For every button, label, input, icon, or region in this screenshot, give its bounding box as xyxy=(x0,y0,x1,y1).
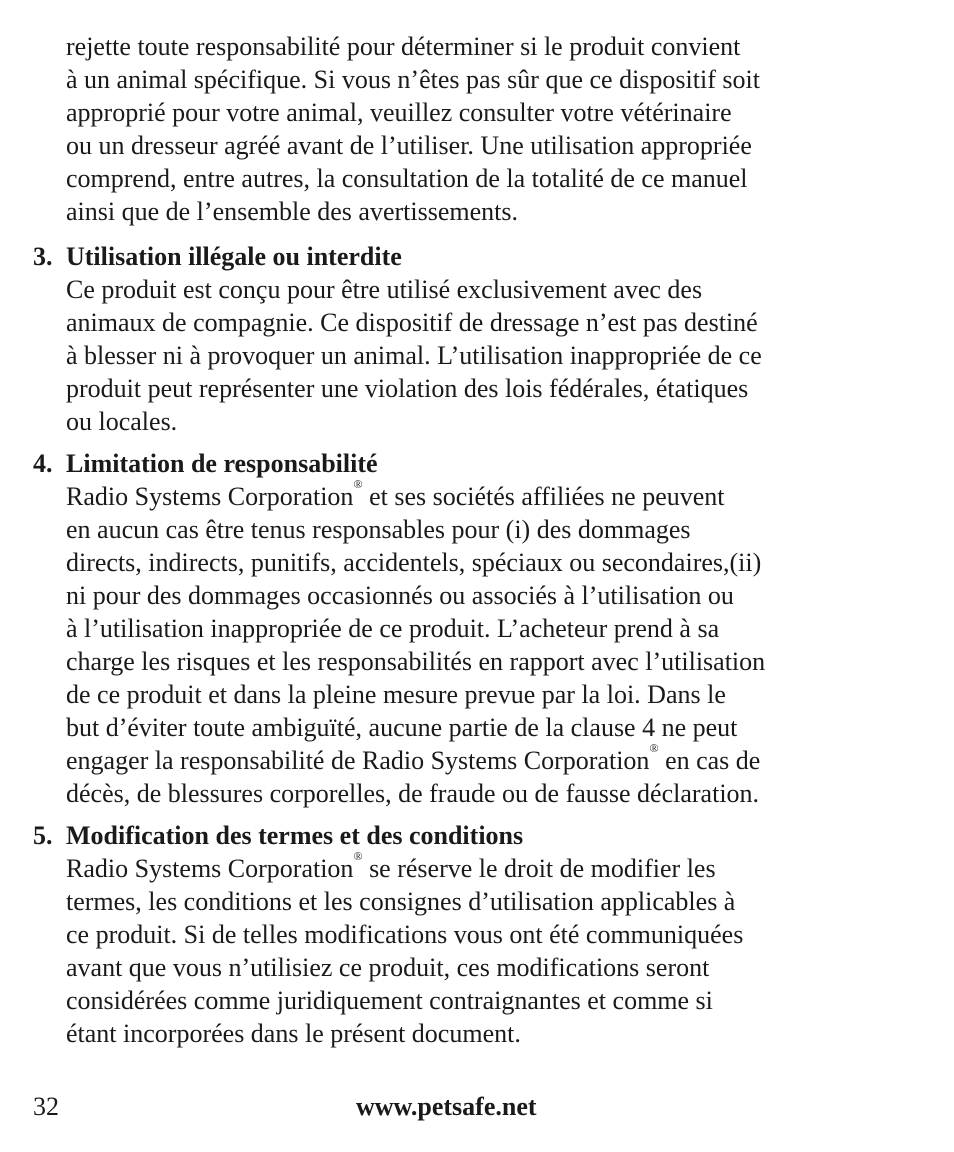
line-continuation: et ses sociétés affiliées ne peuvent xyxy=(362,482,725,511)
text-line: considérées comme juridiquement contraignantes et comme si xyxy=(66,986,713,1015)
text-line: décès, de blessures corporelles, de fraude ou de fausse déclaration. xyxy=(66,779,760,808)
section-3-heading xyxy=(33,240,402,273)
intro-paragraph xyxy=(66,30,926,228)
text-line: termes, les conditions et les consignes d’utilisation applicables à xyxy=(66,887,736,916)
section-4-heading xyxy=(33,447,378,480)
text-line: directs, indirects, punitifs, accidentels, spéciaux ou secondaires,(ii) xyxy=(66,548,762,577)
text-line: à blesser ni à provoquer un animal. L’utilisation inappropriée de ce xyxy=(66,341,762,370)
text-line: but d’éviter toute ambiguïté, aucune partie de la clause 4 ne peut xyxy=(66,713,738,742)
section-number: 3. xyxy=(33,242,53,271)
text-line: étant incorporées dans le présent document. xyxy=(66,1019,521,1048)
company-name: engager la responsabilité de Radio Systems Corporation xyxy=(66,746,650,775)
text-line: ainsi que de l’ensemble des avertissements. xyxy=(66,197,518,226)
text-line: ni pour des dommages occasionnés ou associés à l’utilisation ou xyxy=(66,581,734,610)
text-line: rejette toute responsabilité pour déterminer si le produit convient xyxy=(66,32,741,61)
section-4-body xyxy=(66,477,926,810)
text-line: approprié pour votre animal, veuillez consulter votre vétérinaire xyxy=(66,98,732,127)
text-line xyxy=(66,849,926,885)
text-line: animaux de compagnie. Ce dispositif de dressage n’est pas destiné xyxy=(66,308,758,337)
registered-mark: ® xyxy=(649,741,659,755)
section-3-body xyxy=(66,273,926,438)
page-number: 32 xyxy=(33,1092,59,1121)
text-line: ou un dresseur agréé avant de l’utiliser. Une utilisation appropriée xyxy=(66,131,752,160)
registered-mark: ® xyxy=(353,849,363,863)
text-line: produit peut représenter une violation des lois fédérales, étatiques xyxy=(66,374,749,403)
registered-mark: ® xyxy=(353,477,363,491)
company-name: Radio Systems Corporation xyxy=(66,854,354,883)
section-number: 4. xyxy=(33,449,53,478)
line-continuation: se réserve le droit de modifier les xyxy=(362,854,716,883)
text-line: Ce produit est conçu pour être utilisé exclusivement avec des xyxy=(66,275,703,304)
section-number: 5. xyxy=(33,821,53,850)
section-title: Utilisation illégale ou interdite xyxy=(66,242,402,271)
text-line: charge les risques et les responsabilités en rapport avec l’utilisation xyxy=(66,647,766,676)
text-line: avant que vous n’utilisiez ce produit, ces modifications seront xyxy=(66,953,710,982)
text-line: comprend, entre autres, la consultation de la totalité de ce manuel xyxy=(66,164,748,193)
text-line: de ce produit et dans la pleine mesure prevue par la loi. Dans le xyxy=(66,680,726,709)
text-line: à l’utilisation inappropriée de ce produit. L’acheteur prend à sa xyxy=(66,614,720,643)
text-line: à un animal spécifique. Si vous n’êtes pas sûr que ce dispositif soit xyxy=(66,65,760,94)
section-5-body xyxy=(66,849,926,1050)
website-link[interactable]: www.petsafe.net xyxy=(356,1092,537,1121)
text-line: ce produit. Si de telles modifications vous ont été communiquées xyxy=(66,920,744,949)
section-title: Modification des termes et des conditions xyxy=(66,821,524,850)
text-line xyxy=(66,477,926,513)
section-5-heading xyxy=(33,819,523,852)
line-continuation: en cas de xyxy=(658,746,761,775)
section-title: Limitation de responsabilité xyxy=(66,449,378,478)
company-name: Radio Systems Corporation xyxy=(66,482,354,511)
text-line: ou locales. xyxy=(66,407,178,436)
text-line: en aucun cas être tenus responsables pour (i) des dommages xyxy=(66,515,691,544)
text-line xyxy=(66,741,926,777)
